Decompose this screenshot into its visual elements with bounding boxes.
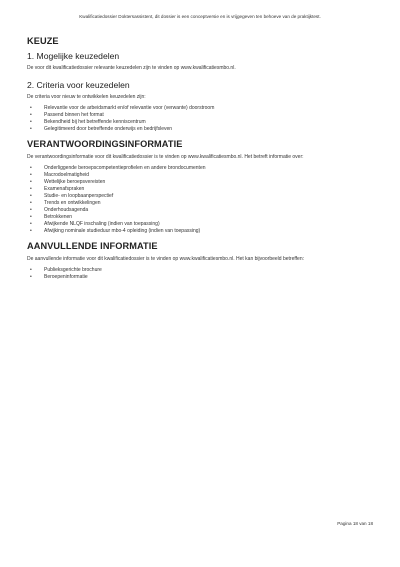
list-item: • Passend binnen het format — [30, 112, 104, 118]
bullet-icon: • — [30, 228, 32, 234]
paragraph-mogelijke-keuzedelen: De voor dit kwalificatiedossier relevante keuzedelen zijn te vinden op www.kwalificatiesmbo.nl. — [27, 65, 236, 71]
section-title-keuze: KEUZE — [27, 36, 59, 46]
document-body — [27, 36, 377, 287]
bullet-icon: • — [30, 221, 32, 227]
paragraph-verantwoording-intro: De verantwoordingsinformatie voor dit kwalificatiedossier is te vinden op www.kwalificatiesmbo.nl. Het betreft informatie over: — [27, 154, 304, 160]
list-item: • Studie- en loopbaanperspectief — [30, 193, 114, 199]
list-item: • Publieksgerichte brochure — [30, 267, 102, 273]
list-item: • Wettelijke beroepsvereisten — [30, 179, 106, 185]
list-item: • Macrodoelmatigheid — [30, 172, 90, 178]
list-item: • Trends en ontwikkelingen — [30, 200, 101, 206]
page-header: Kwalificatiedossier Doktersassistent, dit dossier is een conceptversie en is vrijgegeven ten behoeve van de praktijktest. — [79, 14, 321, 19]
bullet-icon: • — [30, 172, 32, 178]
paragraph-aanvullend-intro: De aanvullende informatie voor dit kwalificatiedossier is te vinden op www.kwalificatiesmbo.nl. Het kan bijvoorbeeld betreffen: — [27, 256, 304, 262]
list-item: • Onderhoudsagenda — [30, 207, 89, 213]
bullet-icon: • — [30, 267, 32, 273]
bullet-icon: • — [30, 179, 32, 185]
bullet-icon: • — [30, 126, 32, 132]
list-item: • Beroepeninformatie — [30, 274, 88, 280]
bullet-icon: • — [30, 119, 32, 125]
list-item: • Gelegitimeerd door betreffende onderwijs en bedrijfsleven — [30, 126, 173, 132]
bullet-icon: • — [30, 165, 32, 171]
list-item: • Onderliggende beroepscompetentieprofielen en andere brondocumenten — [30, 165, 206, 171]
list-item: • Betrokkenen — [30, 214, 73, 220]
bullet-icon: • — [30, 200, 32, 206]
verantwoording-list — [27, 165, 377, 235]
bullet-icon: • — [30, 186, 32, 192]
list-item: • Examenafspraken — [30, 186, 85, 192]
subsection-title-mogelijke-keuzedelen: 1. Mogelijke keuzedelen — [27, 51, 120, 61]
bullet-icon: • — [30, 112, 32, 118]
criteria-list — [27, 105, 377, 133]
page-number: Pagina 18 van 18 — [337, 521, 373, 526]
list-item: • Relevantie voor de arbeidsmarkt en/of relevantie voor (verwante) doorstroom — [30, 105, 215, 111]
bullet-icon: • — [30, 193, 32, 199]
paragraph-criteria-intro: De criteria voor nieuw te ontwikkelen keuzedelen zijn: — [27, 94, 146, 100]
bullet-icon: • — [30, 274, 32, 280]
list-item: • Afwijking nominale studieduur mbo-4 opleiding (indien van toepassing) — [30, 228, 201, 234]
aanvullend-list — [27, 267, 377, 281]
list-item: • Afwijkende NLQF inschaling (indien van toepassing) — [30, 221, 160, 227]
bullet-icon: • — [30, 207, 32, 213]
list-item: • Bekendheid bij het betreffende kenniscentrum — [30, 119, 146, 125]
section-title-aanvullende-informatie: AANVULLENDE INFORMATIE — [27, 241, 158, 251]
bullet-icon: • — [30, 214, 32, 220]
section-title-verantwoordingsinformatie: VERANTWOORDINGSINFORMATIE — [27, 139, 183, 149]
subsection-title-criteria: 2. Criteria voor keuzedelen — [27, 80, 130, 90]
bullet-icon: • — [30, 105, 32, 111]
